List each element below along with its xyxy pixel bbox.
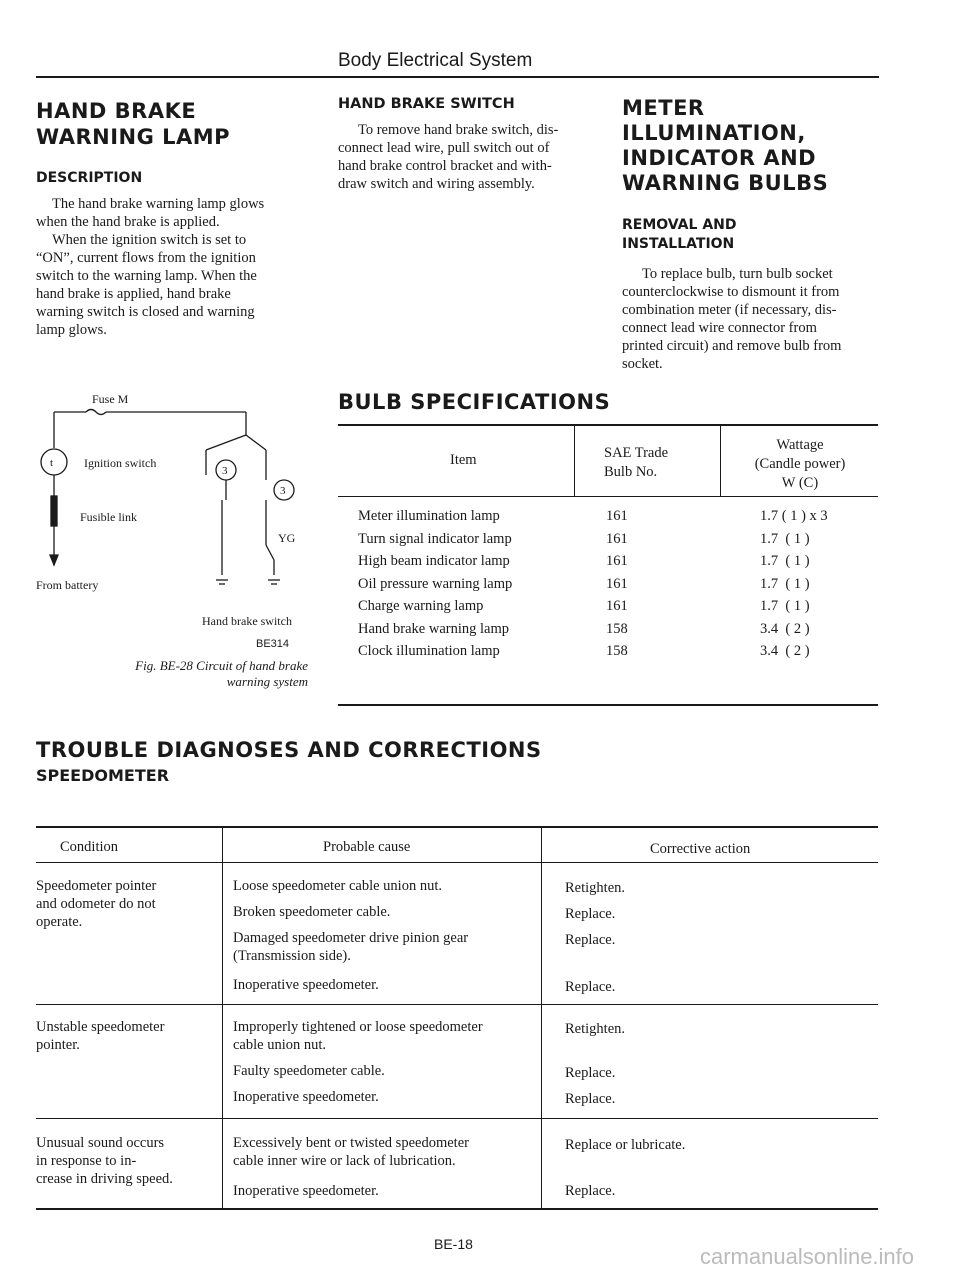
svg-text:3: 3 xyxy=(222,465,228,477)
bulb-row-sae: 161 xyxy=(606,508,628,524)
trouble-condition-3: Unusual sound occurs in response to in- crease in driving speed. xyxy=(36,1135,173,1187)
removal-installation-heading: REMOVAL AND INSTALLATION xyxy=(622,217,737,252)
description-heading: DESCRIPTION xyxy=(36,170,143,186)
bulb-col-watt: Wattage (Candle power) W (C) xyxy=(754,437,846,491)
bulb-row-item: Oil pressure warning lamp xyxy=(358,575,513,592)
ignition-switch-label: Ignition switch xyxy=(84,456,157,470)
bulb-col-sae: SAE Trade Bulb No. xyxy=(604,445,669,480)
trouble-cause-1-3: Damaged speedometer drive pinion gear (Transmission side). xyxy=(233,930,469,964)
trouble-cause-1-4: Inoperative speedometer. xyxy=(233,977,379,993)
header-rule xyxy=(36,76,879,78)
bulb-row-watt: 3.4 ( 2 ) xyxy=(760,643,810,659)
trouble-action-2-3: Replace. xyxy=(565,1091,616,1107)
trouble-cause-2-3: Inoperative speedometer. xyxy=(233,1089,379,1105)
bulb-table-divider-2 xyxy=(720,424,721,496)
trouble-cause-2-1: Improperly tightened or loose speedometer cable union nut. xyxy=(233,1019,483,1053)
trouble-action-3-2: Replace. xyxy=(565,1183,616,1199)
trouble-group-rule-1 xyxy=(36,1004,878,1005)
speedometer-subtitle: SPEEDOMETER xyxy=(36,766,170,785)
hand-brake-switch-label: Hand brake switch xyxy=(202,614,292,628)
bulb-specifications-title: BULB SPECIFICATIONS xyxy=(338,390,611,414)
trouble-cause-3-1: Excessively bent or twisted speedometer cable inner wire or lack of lubrication. xyxy=(233,1135,469,1169)
bulb-table-divider-1 xyxy=(574,424,575,496)
page-header-title: Body Electrical System xyxy=(338,50,533,71)
bulb-row-sae: 158 xyxy=(606,620,628,637)
bulb-table-bottom-rule xyxy=(338,704,878,706)
trouble-condition-1: Speedometer pointer and odometer do not operate. xyxy=(36,878,157,930)
bulb-row-sae: 158 xyxy=(606,643,628,659)
trouble-action-1-3: Replace. xyxy=(565,932,616,948)
meter-illumination-title: METER ILLUMINATION, INDICATOR AND WARNING BULBS xyxy=(622,96,829,195)
trouble-table-bottom-rule xyxy=(36,1208,878,1210)
trouble-condition-2: Unstable speedometer pointer. xyxy=(36,1019,165,1053)
hand-brake-switch-title: HAND BRAKE SWITCH xyxy=(338,96,515,112)
bulb-row-watt: 1.7 ( 1 ) x 3 xyxy=(760,508,828,524)
description-text: The hand brake warning lamp glows when the hand brake is applied. When the ignition switch is set to “ON”, current flows from the ignition switch to the warning lamp. When the hand brake is applied, hand brake warning switch is closed and warning lamp glows. xyxy=(36,196,265,338)
figure-caption: Fig. BE-28 Circuit of hand brake warning system xyxy=(135,658,308,689)
trouble-col-cause: Probable cause xyxy=(323,839,411,855)
bulb-row-item: Clock illumination lamp xyxy=(358,643,500,659)
trouble-table-top-rule xyxy=(36,826,878,828)
removal-installation-text: To replace bulb, turn bulb socket counterclockwise to dismount it from combination meter (if necessary, dis- connect lead wire connector from printed circuit) and remove bulb from socket. xyxy=(622,266,842,372)
svg-text:t: t xyxy=(50,457,54,469)
wire-color-label: YG xyxy=(278,531,296,545)
bulb-table-header-rule xyxy=(338,496,878,497)
section-title-hand-brake-warning-lamp: HAND BRAKE WARNING LAMP xyxy=(36,99,231,149)
trouble-cause-3-2: Inoperative speedometer. xyxy=(233,1183,379,1199)
svg-text:3: 3 xyxy=(280,485,286,497)
bulb-row-item: Charge warning lamp xyxy=(358,598,484,614)
bulb-row-watt: 1.7 ( 1 ) xyxy=(760,530,810,547)
bulb-row-item: Hand brake warning lamp xyxy=(358,620,509,637)
battery-label: From battery xyxy=(36,578,99,592)
trouble-col-action: Corrective action xyxy=(650,841,751,857)
fusible-link-label: Fusible link xyxy=(80,510,138,524)
trouble-col-condition: Condition xyxy=(60,839,119,855)
trouble-action-1-1: Retighten. xyxy=(565,880,626,896)
bulb-row-item: High beam indicator lamp xyxy=(358,553,510,569)
bulb-row-sae: 161 xyxy=(606,575,628,592)
bulb-row-sae: 161 xyxy=(606,598,628,614)
trouble-cause-1-1: Loose speedometer cable union nut. xyxy=(233,878,442,894)
bulb-row-watt: 3.4 ( 2 ) xyxy=(760,620,810,637)
page-number: BE-18 xyxy=(434,1236,473,1252)
fuse-label: Fuse M xyxy=(92,392,129,406)
bulb-col-item: Item xyxy=(450,452,477,468)
trouble-cause-1-2: Broken speedometer cable. xyxy=(233,904,391,920)
trouble-action-2-2: Replace. xyxy=(565,1065,616,1081)
trouble-action-1-4: Replace. xyxy=(565,979,616,995)
bulb-row-sae: 161 xyxy=(606,553,628,569)
watermark: carmanualsonline.info xyxy=(700,1244,915,1269)
bulb-row-watt: 1.7 ( 1 ) xyxy=(760,553,810,569)
bulb-row-sae: 161 xyxy=(606,530,628,547)
hand-brake-switch-text: To remove hand brake switch, dis- connect lead wire, pull switch out of hand brake control bracket and with- draw switch and wiring assembly. xyxy=(338,122,559,192)
trouble-col-divider-2 xyxy=(541,826,542,1208)
trouble-cause-2-2: Faulty speedometer cable. xyxy=(233,1063,385,1079)
figure-code: BE314 xyxy=(256,638,290,650)
trouble-diagnoses-title: TROUBLE DIAGNOSES AND CORRECTIONS xyxy=(36,738,542,762)
bulb-row-watt: 1.7 ( 1 ) xyxy=(760,575,810,592)
bulb-row-watt: 1.7 ( 1 ) xyxy=(760,598,810,614)
trouble-action-3-1: Replace or lubricate. xyxy=(565,1137,686,1153)
trouble-col-divider-1 xyxy=(222,826,223,1208)
trouble-table-header-rule xyxy=(36,862,878,863)
bulb-row-item: Turn signal indicator lamp xyxy=(358,530,512,547)
trouble-action-2-1: Retighten. xyxy=(565,1021,626,1037)
trouble-group-rule-2 xyxy=(36,1118,878,1119)
trouble-action-1-2: Replace. xyxy=(565,906,616,922)
bulb-row-item: Meter illumination lamp xyxy=(358,508,500,524)
bulb-table-top-rule xyxy=(338,424,878,426)
